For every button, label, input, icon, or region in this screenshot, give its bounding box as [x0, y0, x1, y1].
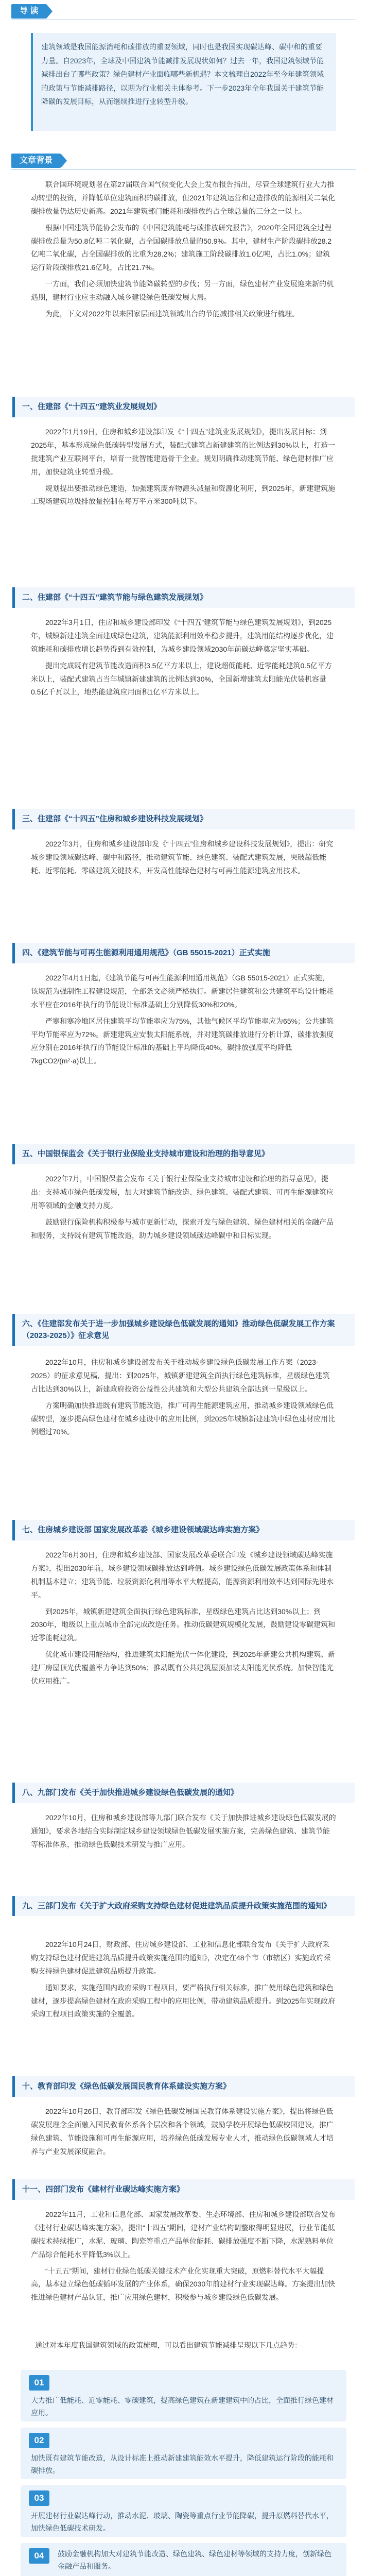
section-heading: 六、《住建部发布关于进一步加强城乡建设绿色低碳发展的通知》推动绿色低碳发展工作方案（2023-2025）》征求意见: [12, 1314, 355, 1346]
section-body: [31, 1356, 336, 1442]
paragraph: 2022年11月，工业和信息化部、国家发展改革委、生态环境部、住房和城乡建设部联合发布《建材行业碳达峰实施方案》，提出“十四五”期间，建材产业结构调整取得明显进展，行业节能低碳技术持续推广，水泥、玻璃、陶瓷等重点产品单位能耗、碳排放强度不断下降，水泥熟料单位产品综合能耗水平降低3%以上。: [31, 2210, 336, 2259]
trend-number-badge: 04: [29, 2548, 49, 2564]
paragraph: 2022年7月，中国银保监会发布《关于银行业保险业支持城市建设和治理的指导意见》，提出：支持城市绿色低碳发展，加大对建筑节能改造、绿色建筑、装配式建筑、可再生能源建筑应用等领域的金融支持力度。: [31, 1175, 334, 1210]
paragraph: 2022年10月，住房和城乡建设部等九部门联合发布《关于加快推进城乡建设绿色低碳发展的通知》，要求各地结合实际制定城乡建设领域绿色低碳发展实施方案，完善绿色建筑、建筑节能等标准体系，推动绿色低碳技术研发与推广应用。: [31, 1814, 336, 1849]
trend-number-badge: 01: [29, 2375, 49, 2391]
intro-tag: 导 读: [11, 4, 46, 19]
section-body: [31, 1811, 336, 1855]
paragraph: 2022年10月，住房和城乡建设部发布关于推动城乡建设绿色低碳发展工作方案（2023-2025）的征求意见稿，提出：到2025年，城镇新建建筑全面执行绿色建筑标准，星级绿色建筑占比达到30%以上，新建政府投资公益性公共建筑和大型公共建筑全部达到一星级以上。: [31, 1358, 330, 1393]
paragraph: 严寒和寒冷地区居住建筑平均节能率应为75%，其他气候区平均节能率应为65%；公共建筑平均节能率应为72%。新建建筑应安装太阳能系统，并对建筑碳排放进行分析计算，碳排放强度应分别在2016年执行的节能设计标准的基础上平均降低40%，碳排放强度平均降低7kgCO2/(m²·a)以上。: [31, 1016, 334, 1065]
paragraph: 规划提出要推动绿色建造，加强建筑废弃物源头减量和资源化利用，到2025年，新建建筑施工现场建筑垃圾排放量控制在每万平方米300吨以下。: [31, 484, 336, 506]
section-heading: 十一、四部门发布《建材行业碳达峰实施方案》: [12, 2179, 355, 2200]
trend-card: [21, 2485, 346, 2537]
paragraph: 2022年4月1日起，《建筑节能与可再生能源利用通用规范》（GB 55015-2021）正式实施，该规范为强制性工程建设规范，全部条文必须严格执行。新建居住建筑和公共建筑平均设计能耗水平应在2016年执行的节能设计标准基础上分别降低30%和20%。: [31, 974, 334, 1009]
section-body: [31, 972, 336, 1071]
section-body: [31, 1549, 336, 1691]
section-heading: 一、住建部《“十四五”建筑业发展规划》: [12, 397, 355, 417]
paragraph: 方案明确加快推进既有建筑节能改造，推广可再生能源建筑应用，推动城乡建设领域绿色低碳转型，逐步提高绿色建材在城乡建设中的应用比例，到2025年城镇新建建筑中绿色建材应用比例超过70%。: [31, 1401, 336, 1436]
paragraph: 根据中国建筑节能协会发布的《中国建筑能耗与碳排放研究报告》，2020年全国建筑全过程碳排放总量为50.8亿吨二氧化碳，占全国碳排放总量的50.9%。其中，建材生产阶段碳排放28.2亿吨二氧化碳，占全国碳排放的比重为28.2%；建筑施工阶段碳排放1.0亿吨，占比1.0%；建筑运行阶段碳排放21.6亿吨，占比21.7%。: [31, 223, 332, 272]
trend-text: 加快既有建筑节能改造，从设计标准上推动新建建筑能效水平提升，降低建筑运行阶段的能耗和碳排放。: [31, 2454, 334, 2475]
intro-header: [0, 0, 367, 23]
section-heading: 八、九部门发布《关于加快推进城乡建设绿色低碳发展的通知》: [12, 1783, 355, 1803]
paragraph: 一方面，我们必须加快建筑节能降碳转型的步伐；另一方面，绿色建材产业发展迎来新的机遇期，建材行业应主动融入城乡建设绿色低碳发展大局。: [31, 280, 334, 302]
background-header: [0, 149, 367, 172]
trend-text: 开展建材行业碳达峰行动，推动水泥、玻璃、陶瓷等重点行业节能降碳，提升原燃料替代水平，加快绿色低碳技术研发。: [31, 2512, 334, 2532]
intro-summary: 建筑领域是我国能源消耗和碳排放的重要领域，同时也是我国实现碳达峰、碳中和的重要力量。自2023年，全球及中国建筑节能减排发展现状如何？过去一年，我国建筑领域节能减排出台了哪些政策？绿色建材产业面临哪些新机遇？本文梳理自2022年至今年建筑领域的政策与节能减排路径，以期为行业相关主体参考。下一步2023年全年我国关于建筑节能降碳的发展目标，从而继续推进行业转型升级。: [31, 33, 336, 131]
section-body: [31, 426, 336, 512]
trend-card: [21, 2543, 346, 2576]
paragraph: 2022年1月19日，住房和城乡建设部印发《“十四五”建筑业发展规划》，提出发展目标：到2025年，基本形成绿色低碳转型发展方式，装配式建筑占新建建筑的比例达到30%以上，打造一批建筑产业互联网平台，培育一批智能建造骨干企业。规划明确推动建筑节能、绿色建材推广应用，加快建筑业转型升级。: [31, 428, 336, 476]
trend-number-badge: 02: [29, 2433, 49, 2448]
paragraph: 为此，下文对2022年以来国家层面建筑领域出台的节能减排相关政策进行梳理。: [45, 310, 300, 318]
section-body: [31, 2105, 336, 2162]
section-heading: 四、《建筑节能与可再生能源利用通用规范》（GB 55015-2021）正式实施: [12, 943, 355, 963]
section-heading: 二、住建部《“十四五”建筑节能与绿色建筑发展规划》: [12, 587, 355, 608]
paragraph: 通知要求，实施范围内政府采购工程项目，要严格执行相关标准，推广使用绿色建筑和绿色建材，逐步提高绿色建材在政府采购工程中的应用比例，带动建筑品质提升。到2025年实现政府采购工程项目政策实施的全覆盖。: [31, 1983, 336, 2019]
section-heading: 三、住建部《“十四五”住房和城乡建设科技发展规划》: [12, 809, 355, 829]
paragraph: 鼓励银行保险机构积极参与城市更新行动，探索开发与绿色建筑、绿色建材相关的金融产品和服务，支持既有建筑节能改造，助力城乡建设领域碳达峰碳中和目标实现。: [31, 1217, 334, 1240]
paragraph: 优化城市建设用能结构，推进建筑太阳能光伏一体化建设，到2025年新建公共机构建筑、新建厂房屋顶光伏覆盖率力争达到50%；推动既有公共建筑屋顶加装太阳能光伏系统。加快智能光伏应用推广。: [31, 1650, 336, 1686]
section-heading: 七、住房城乡建设部 国家发展改革委《城乡建设领域碳达峰实施方案》: [12, 1520, 355, 1540]
paragraph: 联合国环境规划署在第27届联合国气候变化大会上发布报告指出，尽管全球建筑行业大力推动转型的投资，并降低单位建筑面积的碳排放，但2021年建筑运营和建造排放的能源相关二氧化碳排放量仍达历史新高。2021年建筑部门能耗和碳排放约占全球总量的三分之一以上。: [31, 180, 336, 215]
paragraph: 2022年10月26日，教育部印发《绿色低碳发展国民教育体系建设实施方案》，提出将绿色低碳发展理念全面融入国民教育体系各个层次和各个领域，鼓励学校开展绿色低碳校园建设，推广绿色建筑、节能设施和可再生能源应用，培养绿色低碳发展专业人才，推动绿色低碳领域人才培养与产业发展深度融合。: [31, 2107, 334, 2156]
paragraph: 到2025年，城镇新建建筑全面执行绿色建筑标准，星级绿色建筑占比达到30%以上；到2030年，地级以上重点城市全部完成改造任务。推动低碳建筑规模化发展，鼓励建设零碳建筑和近零能耗建筑。: [31, 1607, 336, 1642]
summary-text: 通过对本年度我国建筑领域的政策梳理，可以看出建筑节能减排呈现以下几点趋势：: [35, 2341, 302, 2349]
paragraph: 2022年3月1日，住房和城乡建设部印发《“十四五”建筑节能与绿色建筑发展规划》，到2025年，城镇新建建筑全面建成绿色建筑，建筑能源利用效率稳步提升，建筑用能结构逐步优化，建筑能耗和碳排放增长趋势得到有效控制，为城乡建设领域2030年前碳达峰奠定坚实基础。: [31, 618, 334, 653]
paragraph: 2022年3月，住房和城乡建设部印发《“十四五”住房和城乡建设科技发展规划》，提出：研究城乡建设领域碳达峰、碳中和路径，推动建筑节能、绿色建筑、装配式建筑发展，突破超低能耗、近零能耗、零碳建筑关键技术，开发高性能绿色建材与可再生能源建筑应用技术。: [31, 840, 334, 875]
section-heading: 九、三部门发布《关于扩大政府采购支持绿色建材促进建筑品质提升政策实施范围的通知》: [12, 1896, 355, 1916]
section-heading: 五、中国银保监会《关于银行业保险业支持城市建设和治理的指导意见》: [12, 1144, 355, 1164]
section-body: [31, 838, 336, 881]
background-text: [31, 178, 336, 324]
section-body: [31, 1173, 336, 1245]
trend-text: 鼓励金融机构加大对建筑节能改造、绿色建筑、绿色建材等领域的支持力度，创新绿色金融产品和服务。: [58, 2550, 331, 2570]
background-tag: 文章背景: [11, 154, 61, 168]
trend-text: 大力推广低能耗、近零能耗、零碳建筑，提高绿色建筑在新建建筑中的占比，全面推行绿色建材应用。: [31, 2396, 334, 2417]
paragraph: 2022年6月30日，住房和城乡建设部、国家发展改革委联合印发《城乡建设领域碳达峰实施方案》，提出2030年前，城乡建设领域碳排放达到峰值。城乡建设绿色低碳发展政策体系和体制机制基本建立；建筑节能、垃圾资源化利用等水平大幅提高，能源资源利用效率达到国际先进水平。: [31, 1551, 334, 1599]
trend-card: [21, 2428, 346, 2479]
section-body: [31, 616, 336, 702]
section-body: [31, 1938, 336, 2024]
trend-number-badge: 03: [29, 2490, 49, 2506]
section-heading: 十、教育部印发《绿色低碳发展国民教育体系建设实施方案》: [12, 2076, 355, 2097]
header-divider: [11, 169, 356, 170]
paragraph: “十五五”期间，建材行业绿色低碳关键技术产业化实现重大突破，原燃料替代水平大幅提高，基本建立绿色低碳循环发展的产业体系，确保2030年前建材行业实现碳达峰。方案提出加快推进绿色建材产品认证，推广应用绿色建材，积极参与城乡建设绿色低碳发展。: [31, 2266, 336, 2302]
paragraph: 提出完成既有建筑节能改造面积3.5亿平方米以上，建设超低能耗、近零能耗建筑0.5亿平方米以上，装配式建筑占当年城镇新建建筑的比例达到30%，全国新增建筑太阳能光伏装机容量0.5亿千瓦以上，地热能建筑应用面积1亿平方米以上。: [31, 661, 332, 697]
paragraph: 2022年10月24日，财政部、住房城乡建设部、工业和信息化部联合发布《关于扩大政府采购支持绿色建材促进建筑品质提升政策实施范围的通知》，决定在48个市（市辖区）实施政府采购支持绿色建材促进建筑品质提升政策。: [31, 1940, 331, 1975]
section-body: [31, 2208, 336, 2308]
trend-card: [21, 2370, 346, 2421]
